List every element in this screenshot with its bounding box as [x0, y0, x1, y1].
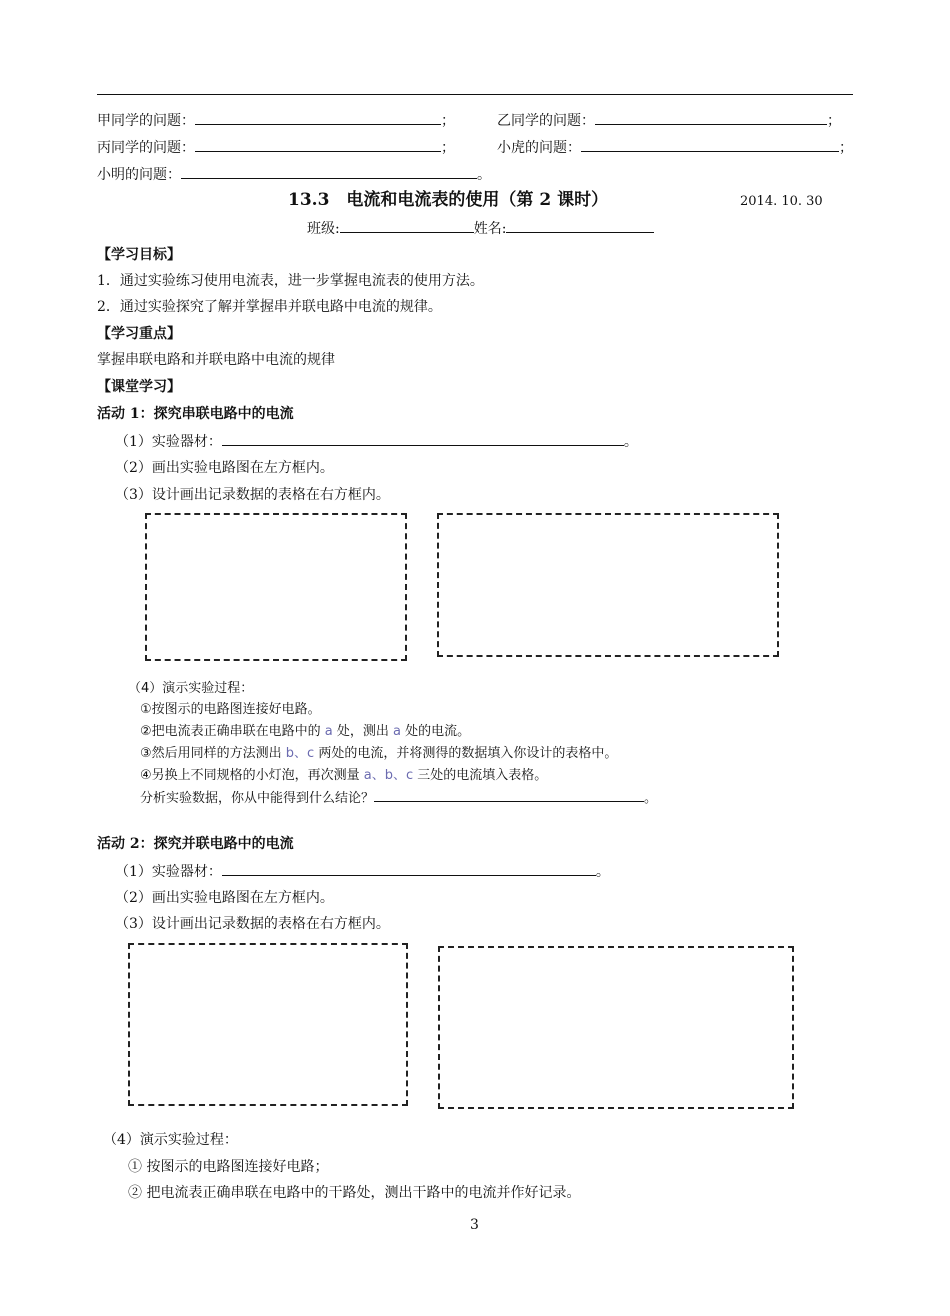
- data-table-box[interactable]: [437, 513, 779, 657]
- page-title: 13.3 电流和电流表的使用（第 2 课时）: [288, 190, 609, 210]
- goal-item: 2．通过实验探究了解并掌握串并联电路中电流的规律。: [97, 299, 442, 315]
- activity1-proc-1: ①按图示的电路图连接好电路。: [140, 702, 321, 717]
- activity2-proc-2: ② 把电流表正确串联在电路中的干路处，测出干路中的电流并作好记录。: [128, 1185, 581, 1201]
- circuit-diagram-box[interactable]: [128, 943, 408, 1106]
- question-jia: 甲同学的问题： ；: [97, 110, 455, 131]
- question-yi: 乙同学的问题： ；: [497, 110, 841, 131]
- activity1-step1: （1）实验器材： 。: [115, 431, 638, 452]
- activity1-step3: （3）设计画出记录数据的表格在右方框内。: [115, 487, 390, 503]
- focus-heading: 【学习重点】: [97, 326, 181, 342]
- circuit-diagram-box[interactable]: [145, 513, 407, 661]
- activity1-proc-3: ③然后用同样的方法测出 b、c 两处的电流，并将测得的数据填入你设计的表格中。: [140, 746, 618, 761]
- answer-line[interactable]: [195, 110, 441, 125]
- question-bing: 丙同学的问题： ；: [97, 137, 455, 158]
- materials-field[interactable]: [222, 861, 596, 876]
- answer-line[interactable]: [595, 110, 827, 125]
- activity1-proc-4: ④另换上不同规格的小灯泡，再次测量 a、b、c 三处的电流填入表格。: [140, 768, 548, 783]
- focus-text: 掌握串联电路和并联电路中电流的规律: [97, 352, 335, 368]
- class-field[interactable]: [340, 218, 474, 233]
- activity1-step2: （2）画出实验电路图在左方框内。: [115, 460, 334, 476]
- materials-field[interactable]: [222, 431, 624, 446]
- activity2-step3: （3）设计画出记录数据的表格在右方框内。: [115, 916, 390, 932]
- activity2-proc-1: ① 按图示的电路图连接好电路；: [128, 1159, 329, 1175]
- answer-line[interactable]: [195, 137, 441, 152]
- question-xiaohu: 小虎的问题： ；: [497, 137, 853, 158]
- activity1-title: 活动 1：探究串联电路中的电流: [97, 406, 294, 422]
- answer-line[interactable]: [181, 164, 477, 179]
- activity2-title: 活动 2：探究并联电路中的电流: [97, 836, 294, 852]
- activity2-step4: （4）演示实验过程：: [103, 1132, 238, 1148]
- answer-line[interactable]: [581, 137, 839, 152]
- question-xiaoming: 小明的问题： 。: [97, 164, 491, 185]
- activity2-step2: （2）画出实验电路图在左方框内。: [115, 890, 334, 906]
- class-name-row: 班级: 姓名:: [307, 218, 654, 239]
- data-table-box[interactable]: [438, 946, 794, 1109]
- activity2-step1: （1）实验器材： 。: [115, 861, 610, 882]
- date: 2014. 10. 30: [740, 194, 823, 209]
- activity1-step4: （4）演示实验过程：: [128, 681, 254, 696]
- name-field[interactable]: [506, 218, 654, 233]
- conclusion-field[interactable]: [374, 789, 644, 802]
- goal-item: 1．通过实验练习使用电流表，进一步掌握电流表的使用方法。: [97, 273, 484, 289]
- page-number: 3: [470, 1217, 479, 1233]
- top-rule: [97, 94, 853, 95]
- activity1-proc-2: ②把电流表正确串联在电路中的 a 处，测出 a 处的电流。: [140, 724, 471, 739]
- goals-heading: 【学习目标】: [97, 247, 181, 263]
- classroom-heading: 【课堂学习】: [97, 379, 181, 395]
- activity1-conclusion: 分析实验数据，你从中能得到什么结论？ 。: [140, 791, 658, 806]
